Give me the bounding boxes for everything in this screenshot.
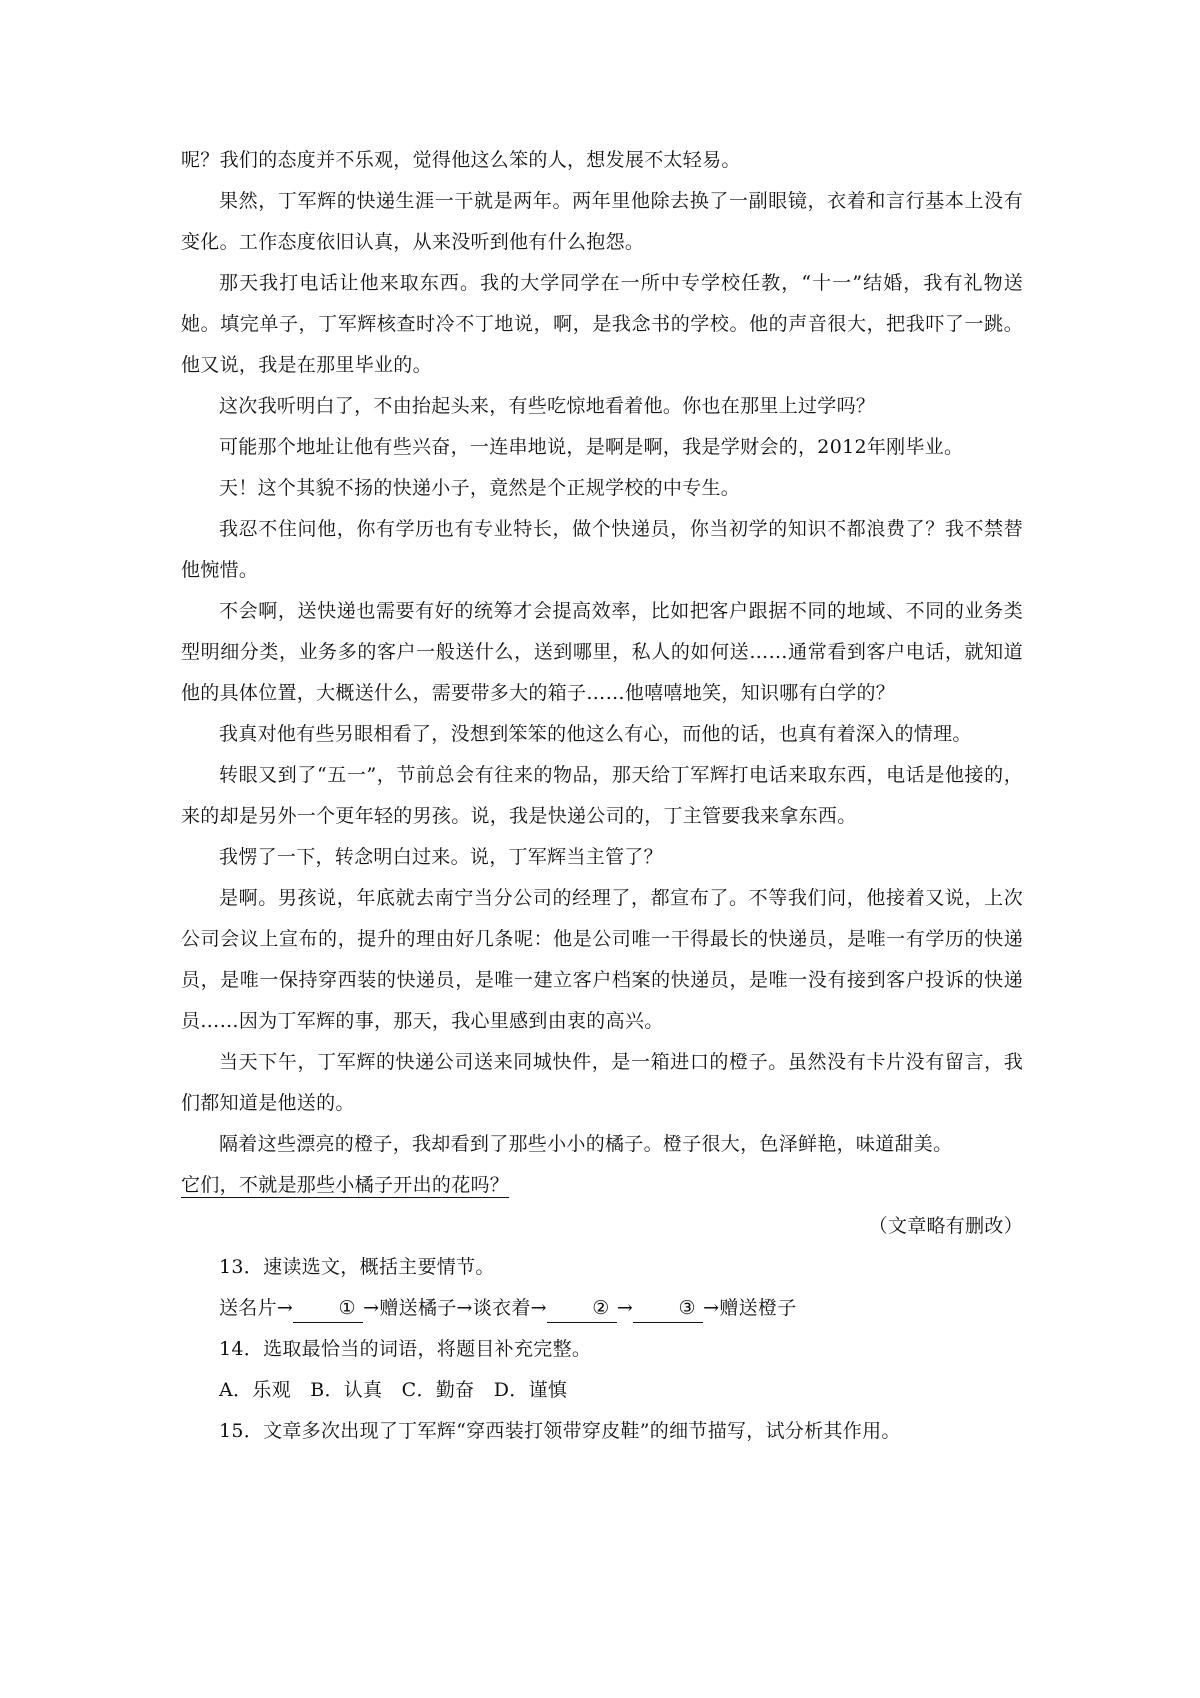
- flow-step-1: 送名片→: [219, 1297, 294, 1319]
- paragraph-5: 可能那个地址让他有些兴奋，一连串地说，是啊是啊，我是学财会的，2012年刚毕业。: [219, 436, 964, 458]
- paragraph-12: 是啊。男孩说，年底就去南宁当分公司的经理了，都宣布了。不等我们问，他接着又说，上次公司会议上宣布的，提升的理由好几条呢：他是公司唯一干得最长的快递员，是唯一有学历的快递员，是唯一保持穿西装的快递员，是唯一建立客户档案的快递员，是唯一没有接到客户投诉的快递员……因为丁军辉的事，那天，我心里感到由衷的高兴。: [181, 887, 1023, 1032]
- flow-step-4: →赠送橙子: [703, 1297, 797, 1319]
- article-body: [181, 140, 1023, 1452]
- flow-step-2: →赠送橘子→谈衣着→: [363, 1297, 547, 1319]
- paragraph-14: 隔着这些漂亮的橙子，我却看到了那些小小的橘子。橙子很大，色泽鲜艳，味道甜美。: [219, 1133, 953, 1155]
- paragraph-9: 我真对他有些另眼相看了，没想到笨笨的他这么有心，而他的话，也真有着深入的情理。: [219, 723, 972, 745]
- paragraph-1: 呢？我们的态度并不乐观，觉得他这么笨的人，想发展不太轻易。: [181, 149, 741, 171]
- paragraph-10: 转眼又到了“五一”，节前总会有往来的物品，那天给丁军辉打电话来取东西，电话是他接的，来的却是另外一个更年轻的男孩。说，我是快递公司的，丁主管要我来拿东西。: [181, 764, 1023, 827]
- flow-blank-2[interactable]: ②: [547, 1294, 617, 1323]
- question-13-prompt: 13．速读选文，概括主要情节。: [219, 1256, 495, 1278]
- paragraph-13: 当天下午，丁军辉的快递公司送来同城快件，是一箱进口的橙子。虽然没有卡片没有留言，我们都知道是他送的。: [181, 1051, 1023, 1114]
- flow-blank-1[interactable]: ①: [293, 1294, 363, 1323]
- paragraph-4: 这次我听明白了，不由抬起头来，有些吃惊地看着他。你也在那里上过学吗？: [219, 395, 876, 417]
- flow-blank-3[interactable]: ③: [633, 1294, 703, 1323]
- underlined-sentence-paragraph: [181, 1165, 1023, 1206]
- flow-arrow-3: →: [616, 1297, 634, 1319]
- underlined-sentence: 它们，不就是那些小橘子开出的花吗？: [181, 1174, 510, 1196]
- paragraph-7: 我忍不住问他，你有学历也有专业特长，做个快递员，你当初学的知识不都浪费了？我不禁替他惋惜。: [181, 518, 1023, 581]
- paragraph-11: 我愣了一下，转念明白过来。说，丁军辉当主管了？: [219, 846, 663, 868]
- paragraph-2: 果然，丁军辉的快递生涯一干就是两年。两年里他除去换了一副眼镜，衣着和言行基本上没有变化。工作态度依旧认真，从来没听到他有什么抱怨。: [181, 190, 1023, 253]
- question-13-flow: [181, 1288, 1023, 1329]
- source-note: （文章略有删改）: [868, 1215, 1023, 1237]
- question-15-prompt: 15．文章多次出现了丁军辉“穿西装打领带穿皮鞋”的细节描写，试分析其作用。: [219, 1420, 901, 1442]
- question-14-prompt: 14．选取最恰当的词语，将题目补充完整。: [219, 1338, 592, 1360]
- paragraph-8: 不会啊，送快递也需要有好的统筹才会提高效率，比如把客户跟据不同的地域、不同的业务类型明细分类，业务多的客户一般送什么，送到哪里，私人的如何送……通常看到客户电话，就知道他的具体位置，大概送什么，需要带多大的箱子……他嘻嘻地笑，知识哪有白学的？: [181, 600, 1023, 704]
- paragraph-6: 天！这个其貌不扬的快递小子，竟然是个正规学校的中专生。: [219, 477, 741, 499]
- paragraph-3: 那天我打电话让他来取东西。我的大学同学在一所中专学校任教，“十一”结婚，我有礼物送她。填完单子，丁军辉核查时冷不丁地说，啊，是我念书的学校。他的声音很大，把我吓了一跳。他又说，我是在那里毕业的。: [181, 272, 1023, 376]
- question-14-options: A．乐观 B．认真 C．勤奋 D．谨慎: [219, 1379, 568, 1401]
